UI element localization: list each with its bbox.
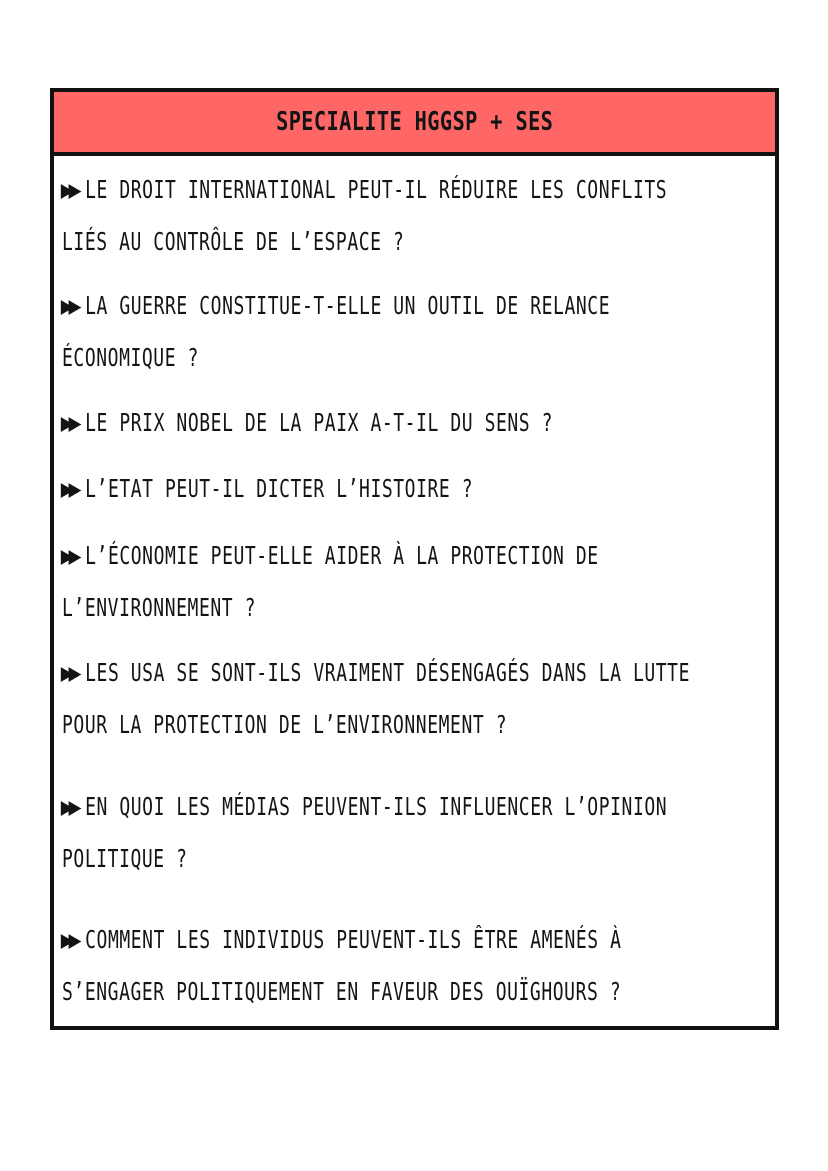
card-header (54, 92, 775, 156)
question-text-line2: ÉCONOMIQUE ? (62, 343, 199, 372)
subjects-card (50, 88, 779, 1030)
question-item (62, 530, 772, 634)
question-text-line1: L’ETAT PEUT-IL DICTER L’HISTOIRE ? (85, 474, 474, 503)
double-chevron-right-icon: ▶▶ (60, 658, 77, 687)
question-text-line2: POLITIQUE ? (62, 844, 188, 873)
double-chevron-right-icon: ▶▶ (60, 175, 77, 204)
question-text-line1: LE DROIT INTERNATIONAL PEUT-IL RÉDUIRE LES CONFLITS (85, 175, 668, 204)
question-text-line1: LES USA SE SONT-ILS VRAIMENT DÉSENGAGÉS DANS LA LUTTE (85, 658, 691, 687)
question-text-line1: COMMENT LES INDIVIDUS PEUVENT-ILS ÊTRE AMENÉS À (85, 925, 622, 954)
double-chevron-right-icon: ▶▶ (60, 291, 77, 320)
question-text-line2: LIÉS AU CONTRÔLE DE L’ESPACE ? (62, 227, 405, 256)
double-chevron-right-icon: ▶▶ (60, 925, 77, 954)
question-text-line1: LA GUERRE CONSTITUE-T-ELLE UN OUTIL DE RELANCE (85, 291, 611, 320)
double-chevron-right-icon: ▶▶ (60, 541, 77, 570)
double-chevron-right-icon: ▶▶ (60, 474, 77, 503)
question-text-line1: EN QUOI LES MÉDIAS PEUVENT-ILS INFLUENCER L’OPINION (85, 792, 668, 821)
question-text-line1: LE PRIX NOBEL DE LA PAIX A-T-IL DU SENS ? (85, 408, 554, 437)
question-item (62, 647, 772, 751)
question-text-line1: L’ÉCONOMIE PEUT-ELLE AIDER À LA PROTECTION DE (85, 541, 599, 570)
double-chevron-right-icon: ▶▶ (60, 408, 77, 437)
question-item (62, 914, 772, 1018)
question-text-line2: L’ENVIRONNEMENT ? (62, 593, 257, 622)
card-title: SPECIALITE HGGSP + SES (275, 107, 554, 137)
question-item (62, 164, 772, 268)
double-chevron-right-icon: ▶▶ (60, 792, 77, 821)
question-item (62, 463, 772, 515)
question-item (62, 280, 772, 384)
question-item (62, 397, 772, 449)
question-item (62, 781, 772, 885)
question-text-line2: S’ENGAGER POLITIQUEMENT EN FAVEUR DES OUÏGHOURS ? (62, 977, 622, 1006)
question-text-line2: POUR LA PROTECTION DE L’ENVIRONNEMENT ? (62, 710, 508, 739)
